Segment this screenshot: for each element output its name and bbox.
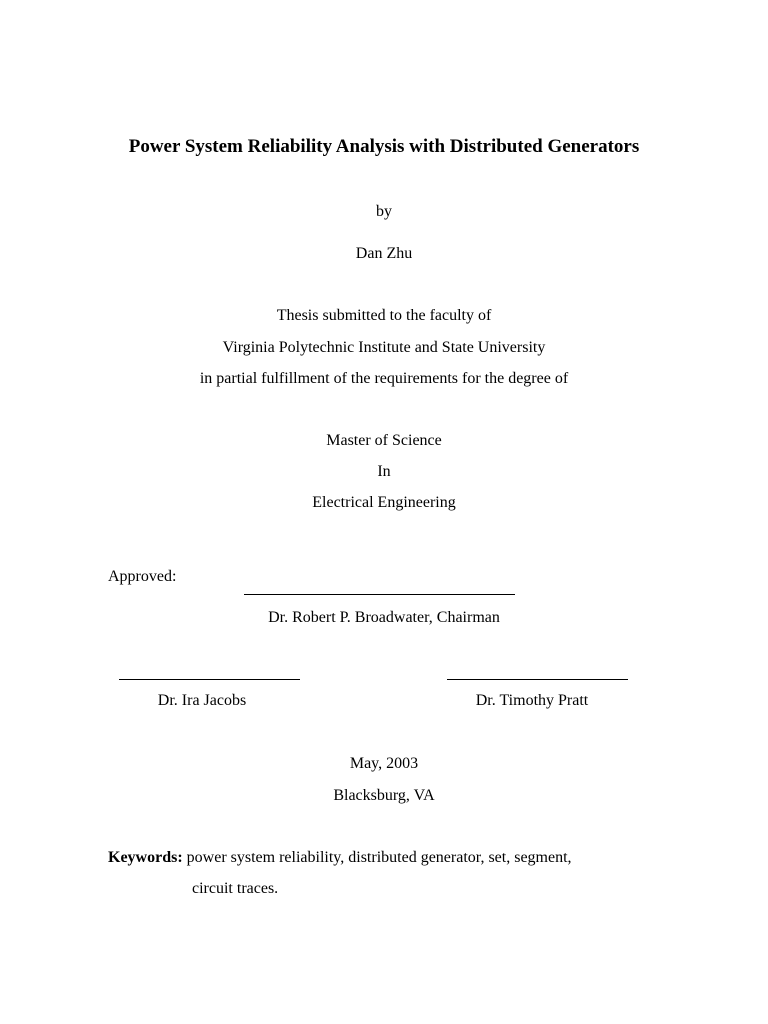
degree-name: Master of Science bbox=[326, 432, 442, 449]
submission-line-3: in partial fulfillment of the requirements for the degree of bbox=[199, 370, 569, 387]
date: May, 2003 bbox=[349, 755, 419, 772]
chairman-name: Dr. Robert P. Broadwater, Chairman bbox=[268, 609, 500, 626]
thesis-title: Power System Reliability Analysis with Distributed Generators bbox=[128, 136, 640, 157]
approved-label: Approved: bbox=[108, 568, 177, 585]
degree-in: In bbox=[377, 463, 391, 480]
keywords-label: Keywords: bbox=[108, 849, 183, 866]
left-signature-line bbox=[119, 679, 300, 680]
degree-field: Electrical Engineering bbox=[312, 494, 456, 511]
keywords-text-1: power system reliability, distributed generator, set, segment, bbox=[186, 849, 572, 866]
by-label: by bbox=[376, 203, 392, 220]
chairman-signature-line bbox=[244, 594, 515, 595]
keywords-line-2: circuit traces. bbox=[192, 880, 279, 897]
submission-line-2: Virginia Polytechnic Institute and State University bbox=[222, 339, 546, 356]
place: Blacksburg, VA bbox=[333, 787, 435, 804]
right-signature-line bbox=[447, 679, 628, 680]
committee-member-left: Dr. Ira Jacobs bbox=[157, 692, 247, 709]
keywords-line-1 bbox=[108, 848, 572, 868]
committee-member-right: Dr. Timothy Pratt bbox=[475, 692, 589, 709]
submission-line-1: Thesis submitted to the faculty of bbox=[276, 307, 492, 324]
author-name: Dan Zhu bbox=[355, 245, 413, 262]
